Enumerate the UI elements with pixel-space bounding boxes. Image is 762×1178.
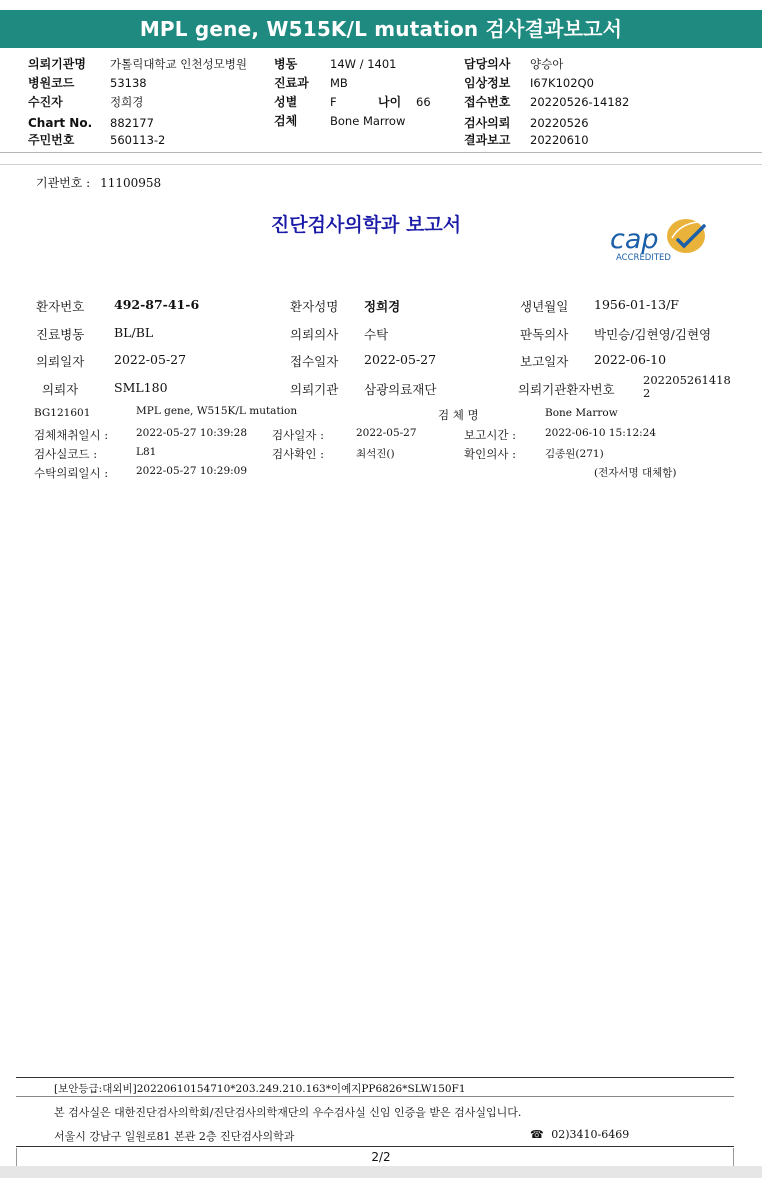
patient-no-value: 492-87-41-6 [114, 297, 200, 312]
attending-doctor-value: 양승아 [530, 57, 564, 71]
birth-date-value: 1956-01-13/F [594, 297, 679, 312]
chart-no-label: Chart No. [28, 116, 93, 130]
agency-number-value: 11100958 [100, 176, 162, 190]
accession-no-value: 20220526-14182 [530, 95, 630, 109]
lab-phone-number: 02)3410-6469 [551, 1128, 630, 1141]
lab-address: 서울시 강남구 일원로81 본관 2층 진단검사의학과 [54, 1130, 295, 1143]
lab-code-value: L81 [136, 446, 157, 458]
org-patient-no-line1: 202205261418 [643, 373, 731, 387]
result-report-label: 결과보고 [464, 133, 511, 147]
result-report-value: 20220610 [530, 133, 589, 147]
request-date-value: 2022-05-27 [114, 352, 187, 367]
sex-value: F [330, 95, 337, 109]
footer-bottom-rule [16, 1146, 734, 1147]
patient-name-value: 정희경 [110, 95, 144, 109]
viewer-bottom-band [0, 1166, 762, 1178]
confirm-doctor-label: 확인의사 : [464, 447, 516, 461]
hospital-code-label: 병원코드 [28, 76, 75, 90]
lab-code-label: 검사실코드 : [34, 447, 98, 461]
reading-doctor-value: 박민승/김현영/김현영 [594, 327, 712, 342]
test-confirm-label: 검사확인 : [272, 447, 324, 461]
confirm-doctor-value: 김종원(271) [545, 448, 604, 460]
clinical-info-value: I67K102Q0 [530, 76, 594, 90]
resident-no-label: 주민번호 [28, 133, 75, 147]
receipt-date-label: 접수일자 [290, 354, 339, 369]
test-name: MPL gene, W515K/L mutation [136, 405, 298, 417]
outsource-request-value: 2022-05-27 10:29:09 [136, 465, 248, 477]
chart-no-value: 882177 [110, 116, 154, 130]
clinic-ward-label: 진료병동 [36, 327, 85, 342]
agency-number [36, 174, 161, 191]
report-date-label: 보고일자 [520, 354, 569, 369]
ward-label: 병동 [274, 57, 298, 71]
age-value: 66 [416, 95, 431, 109]
org-patient-no-value [643, 374, 731, 400]
collect-time-value: 2022-05-27 10:39:28 [136, 427, 248, 439]
test-request-label: 검사의뢰 [464, 116, 511, 130]
footer-top-rule [16, 1077, 734, 1078]
header-divider [0, 152, 762, 153]
requesting-doctor-value: 수탁 [364, 327, 389, 342]
test-request-value: 20220526 [530, 116, 589, 130]
certification-notice: 본 검사실은 대한진단검사의학회/진단검사의학재단의 우수검사실 신임 인증을 받은 검사실입니다. [54, 1106, 522, 1119]
cap-accredited-logo [608, 216, 712, 266]
outsource-request-label: 수탁의뢰일시 : [34, 466, 109, 480]
ward-value: 14W / 1401 [330, 57, 397, 71]
requesting-org-label: 의뢰기관 [290, 382, 339, 397]
accession-no-label: 접수번호 [464, 95, 511, 109]
specimen-name-value: Bone Marrow [545, 407, 618, 419]
collect-time-label: 검체채취일시 : [34, 428, 109, 442]
hospital-name-label: 의뢰기관명 [28, 57, 86, 71]
report-time-label: 보고시간 : [464, 428, 516, 442]
cap-logo-sub: ACCREDITED [616, 253, 671, 263]
cap-logo-icon [608, 216, 712, 266]
patient-no-label: 환자번호 [36, 299, 85, 314]
resident-no-value: 560113-2 [110, 133, 166, 147]
report-date-value: 2022-06-10 [594, 352, 667, 367]
clinical-info-label: 임상정보 [464, 76, 511, 90]
department-value: MB [330, 76, 348, 90]
report-title-bar: MPL gene, W515K/L mutation 검사결과보고서 [0, 10, 762, 48]
sex-label: 성별 [274, 95, 298, 109]
requester-label: 의뢰자 [42, 382, 79, 397]
lab-report-title: 진단검사의학과 보고서 [270, 214, 462, 236]
test-code: BG121601 [34, 407, 91, 419]
clinic-ward-value: BL/BL [114, 325, 154, 340]
security-line: [보안등급:대외비]20220610154710*203.249.210.163*이예지PP6826*SLW150F1 [54, 1083, 466, 1095]
test-date-label: 검사일자 : [272, 428, 324, 442]
test-date-value: 2022-05-27 [356, 427, 417, 439]
patient-fullname-label: 환자성명 [290, 299, 339, 314]
age-label: 나이 [378, 95, 402, 109]
hospital-code-value: 53138 [110, 76, 147, 90]
esign-note: (전자서명 대체함) [594, 467, 677, 479]
specimen-value: Bone Marrow [330, 114, 406, 128]
department-label: 진료과 [274, 76, 309, 90]
requesting-org-value: 삼광의료재단 [364, 382, 437, 397]
specimen-name-label: 검 체 명 [438, 408, 479, 422]
footer-mid-rule [16, 1096, 734, 1097]
requester-value: SML180 [114, 380, 168, 395]
specimen-label: 검체 [274, 114, 298, 128]
agency-number-label: 기관번호 : [36, 176, 91, 190]
request-date-label: 의뢰일자 [36, 354, 85, 369]
receipt-date-value: 2022-05-27 [364, 352, 437, 367]
patient-name-label: 수진자 [28, 95, 63, 109]
phone-icon: ☎ [530, 1128, 544, 1141]
org-patient-no-label: 의뢰기관환자번호 [518, 382, 615, 397]
page-divider [0, 164, 762, 165]
hospital-name-value: 가톨릭대학교 인천성모병원 [110, 57, 247, 71]
org-patient-no-line2: 2 [643, 386, 651, 400]
birth-date-label: 생년월일 [520, 299, 569, 314]
lab-phone [530, 1128, 629, 1141]
patient-fullname-value: 정희경 [364, 299, 401, 314]
page-number: 2/2 [371, 1150, 391, 1164]
cap-logo-brand: cap [610, 224, 659, 255]
reading-doctor-label: 판독의사 [520, 327, 569, 342]
requesting-doctor-label: 의뢰의사 [290, 327, 339, 342]
report-time-value: 2022-06-10 15:12:24 [545, 427, 657, 439]
attending-doctor-label: 담당의사 [464, 57, 511, 71]
test-confirm-value: 최석진() [356, 448, 395, 460]
